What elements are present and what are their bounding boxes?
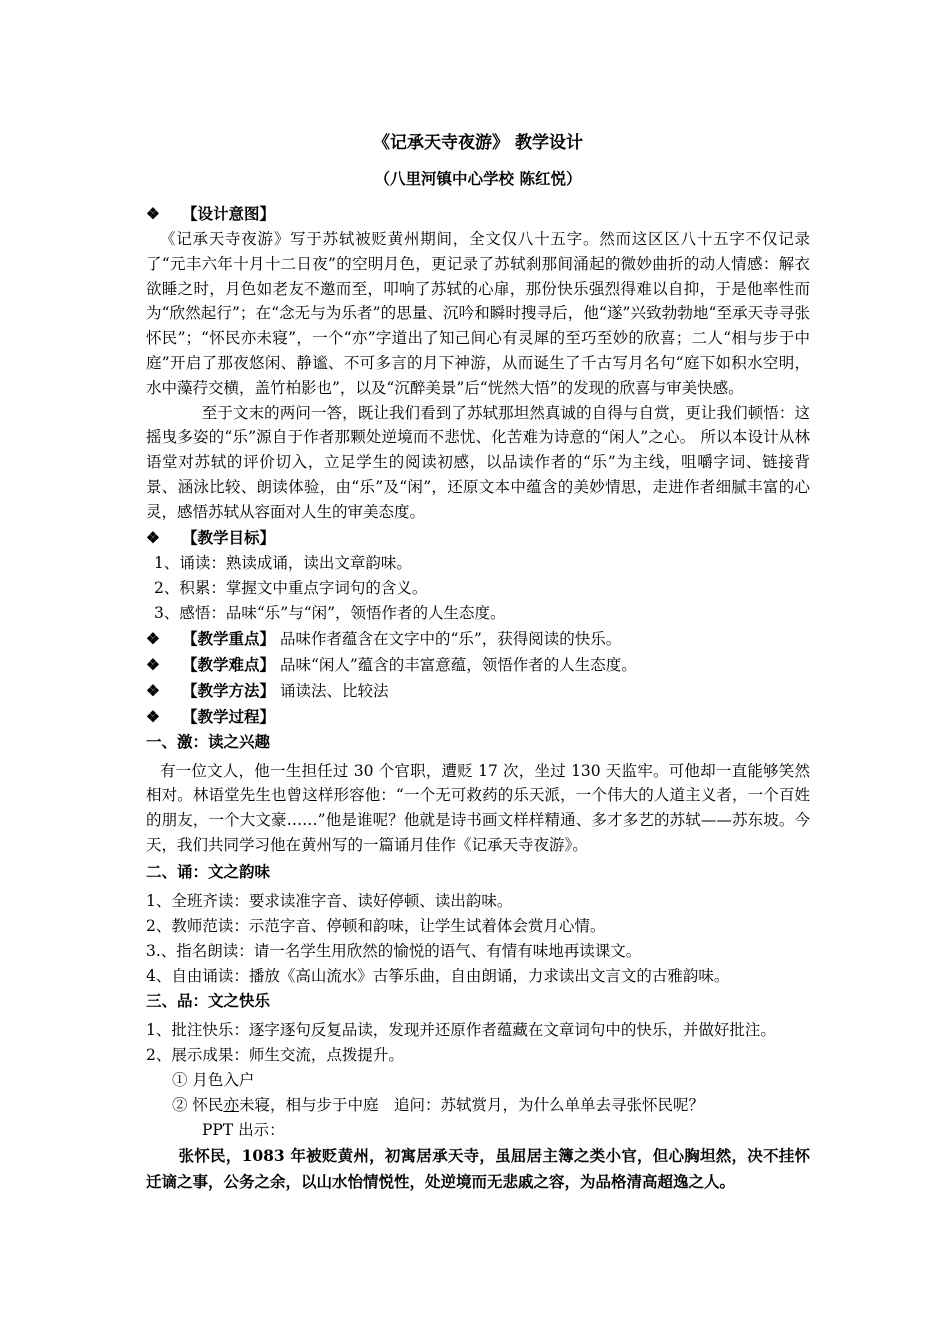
document-body	[146, 128, 810, 1195]
section-difficulty	[146, 652, 810, 678]
diamond-bullet-icon: ❖	[146, 527, 160, 547]
section-heading: 【教学重点】	[182, 629, 276, 648]
objective-item: 3、感悟：品味“乐”与“闲”，领悟作者的人生态度。	[154, 603, 506, 622]
section-heading: 【教学目标】	[182, 528, 276, 547]
ppt-quote: 张怀民，1083 年被贬黄州，初寓居承天寺，虽屈居主簿之类小官，但心胸坦然，决不挂怀迁谪之事，公务之余，以山水怡情悦性，处逆境而无悲戚之容，为品格清高超逸之人。	[146, 1145, 810, 1191]
sub-item: ① 月色入户	[172, 1070, 255, 1089]
page-title: 《记承天寺夜游》 教学设计	[373, 133, 583, 153]
diamond-bullet-icon: ❖	[146, 204, 160, 223]
section-method	[146, 678, 810, 704]
section-text: 品味“闲人”蕴含的丰富意蕴，领悟作者的人生态度。	[275, 655, 637, 674]
objective-item: 2、积累：掌握文中重点字词句的含义。	[154, 578, 428, 597]
sub-item-rest: 未寝，相与步于中庭 追问：苏轼赏月，为什么单单去寻张怀民呢？	[238, 1095, 704, 1114]
list-item: 2、展示成果：师生交流，点拨提升。	[146, 1045, 404, 1064]
ppt-label: PPT 出示：	[202, 1120, 285, 1139]
part-paragraph: 有一位文人，他一生担任过 30 个官职，遭贬 17 次，坐过 130 天监牢。可他却一直能够笑然相对。林语堂先生也曾这样形容他：“一个无可救药的乐天派，一个伟大的人道主义者，一个百姓的朋友，一个大文豪……”他是谁呢？他就是诗书画文样样精通、多才多艺的苏轼——苏东坡。今天，我们共同学习他在黄州写的一篇诵月佳作《记承天寺夜游》。	[146, 761, 810, 854]
objective-item: 1、诵读：熟读成诵，读出文章韵味。	[154, 553, 412, 572]
section-focus	[146, 626, 810, 652]
design-paragraph: 《记承天寺夜游》写于苏轼被贬黄州期间，全文仅八十五字。然而这区区八十五字不仅记录了“元丰六年十月十二日夜”的空明月色，更记录了苏轼刹那间涌起的微妙曲折的动人情感：解衣欲睡之时，月色如老友不邀而至，叩响了苏轼的心扉，那份快乐强烈得难以自抑，于是他率性而为“欣然起行”；在“念无与为乐者”的思量、沉吟和瞬时搜寻后，他“遂”兴致勃勃地“至承天寺寻张怀民”；“怀民亦未寝”，一个“亦”字道出了知己间心有灵犀的至巧至妙的欣喜；二人“相与步于中庭”开启了那夜悠闲、静谧、不可多言的月下神游，从而诞生了千古写月名句“庭下如积水空明，水中藻荇交横，盖竹柏影也”，以及“沉醉美景”后“恍然大悟”的发现的欣喜与审美快感。	[146, 230, 810, 397]
section-heading: 【教学过程】	[182, 707, 276, 726]
sub-item-prefix: ② 怀民	[172, 1095, 224, 1114]
design-paragraph: 至于文末的两问一答，既让我们看到了苏轼那坦然真诚的自得与自赏，更让我们顿悟：这摇曳多姿的“乐”源自于作者那颗处逆境而不悲忧、化苦难为诗意的“闲人”之心。 所以本设计从林语堂对苏轼的评价切入，立足学生的阅读初感，以品读作者的“乐”为主线，咀嚼字词、链接背景、涵泳比较、朗读体验，由“乐”及“闲”，还原文本中蕴含的美妙情思，走进作者细腻丰富的心灵，感悟苏轼从容面对人生的审美态度。	[146, 403, 810, 521]
list-item: 1、批注快乐：逐字逐句反复品读，发现并还原作者蕴藏在文章词句中的快乐，并做好批注。	[146, 1020, 776, 1039]
diamond-bullet-icon: ❖	[146, 680, 160, 700]
section-design-intent	[146, 201, 810, 227]
part-heading: 二、诵：文之韵味	[146, 862, 271, 881]
list-item: 2、教师范读：示范字音、停顿和韵味，让学生试着体会赏月心情。	[146, 916, 606, 935]
section-objectives	[146, 525, 810, 551]
section-heading: 【教学难点】	[182, 655, 276, 674]
section-text: 品味作者蕴含在文字中的“乐”，获得阅读的快乐。	[275, 629, 622, 648]
part-heading: 三、品：文之快乐	[146, 991, 271, 1010]
section-process	[146, 704, 810, 730]
section-heading: 【教学方法】	[182, 681, 276, 700]
list-item: 3.、指名朗读：请一名学生用欣然的愉悦的语气、有情有味地再读课文。	[146, 941, 642, 960]
list-item: 4、自由诵读：播放《高山流水》古筝乐曲，自由朗诵，力求读出文言文的古雅韵味。	[146, 966, 730, 985]
diamond-bullet-icon: ❖	[146, 706, 160, 726]
part-heading: 一、激：读之兴趣	[146, 732, 271, 751]
diamond-bullet-icon: ❖	[146, 654, 160, 674]
sub-item	[146, 1093, 810, 1118]
diamond-bullet-icon: ❖	[146, 628, 160, 648]
section-text: 诵读法、比较法	[275, 681, 389, 700]
author-line: （八里河镇中心学校 陈红悦）	[374, 170, 582, 188]
underlined-word: 亦	[223, 1095, 239, 1114]
list-item: 1、全班齐读：要求读准字音、读好停顿、读出韵味。	[146, 891, 513, 910]
section-heading: 【设计意图】	[182, 205, 276, 223]
